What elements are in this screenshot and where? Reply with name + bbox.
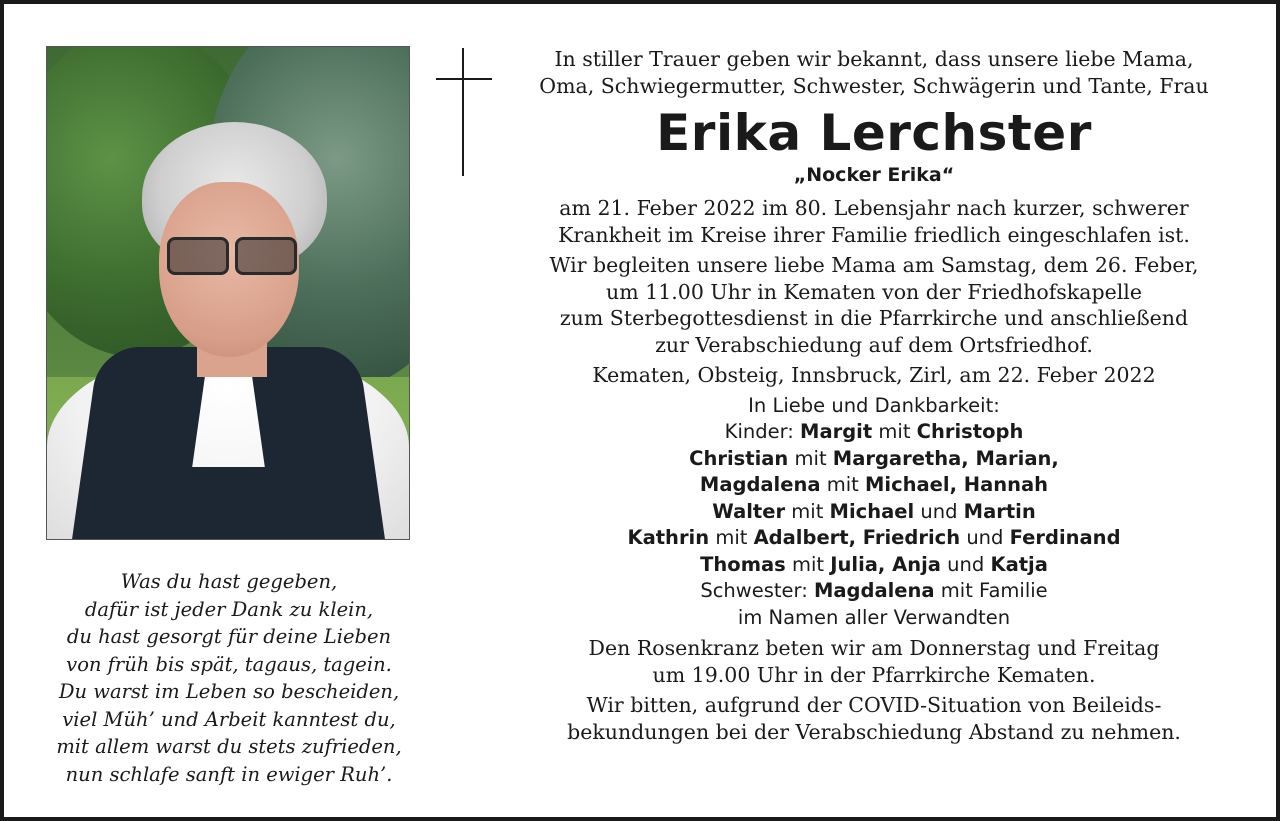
family-name: Michael, Hannah xyxy=(864,473,1049,496)
love-line: In Liebe und Dankbarkeit: xyxy=(748,393,1000,417)
poem-line: nun schlafe sanft in ewiger Ruh’. xyxy=(65,762,393,786)
family-row xyxy=(504,552,1244,579)
connector: mit xyxy=(878,420,911,443)
deceased-nickname: „Nocker Erika“ xyxy=(793,164,955,186)
memorial-poem xyxy=(34,568,424,788)
family-name: Magdalena xyxy=(813,579,935,602)
photo-vest-center xyxy=(157,467,307,540)
family-row xyxy=(504,578,1244,605)
family-name: Christian xyxy=(689,446,789,470)
connector: mit xyxy=(826,473,859,496)
poem-line: von früh bis spät, tagaus, tagein. xyxy=(66,652,392,676)
family-row xyxy=(504,472,1244,499)
connector: mit xyxy=(791,499,824,523)
place-date: Kematen, Obsteig, Innsbruck, Zirl, am 22. Feber 2022 xyxy=(592,363,1156,387)
connector: mit xyxy=(715,526,748,549)
family-name: Christoph xyxy=(916,420,1024,443)
poem-line: mit allem warst du stets zufrieden, xyxy=(56,735,402,758)
portrait-photo xyxy=(46,46,410,540)
family-name: Adalbert, Friedrich xyxy=(753,526,961,549)
connector: und xyxy=(920,499,958,523)
family-name: Katja xyxy=(990,552,1048,576)
rosary-line: Den Rosenkranz beten wir am Donnerstag und Freitag xyxy=(588,636,1160,660)
kinder-label: Kinder: xyxy=(724,420,794,443)
funeral-line: zur Verabschiedung auf dem Ortsfriedhof. xyxy=(655,332,1093,357)
funeral-line: zum Sterbegottesdienst in die Pfarrkirche und anschließend xyxy=(559,306,1189,330)
family-name: Kathrin xyxy=(627,526,710,549)
family-name: Julia, Anja xyxy=(830,552,941,576)
photo-glasses xyxy=(167,237,297,271)
connector: mit xyxy=(791,552,825,576)
connector: und xyxy=(966,526,1004,549)
funeral-line: um 11.00 Uhr in Kematen von der Friedhofskapelle xyxy=(606,279,1142,304)
poem-line: Du warst im Leben so bescheiden, xyxy=(58,680,400,703)
family-row xyxy=(504,499,1244,526)
covid-line: Wir bitten, aufgrund der COVID-Situation von Beileids- xyxy=(586,693,1162,717)
intro-line: Oma, Schwiegermutter, Schwester, Schwägerin und Tante, Frau xyxy=(539,73,1209,98)
relatives-line: im Namen aller Verwandten xyxy=(737,605,1011,629)
death-notice-line: am 21. Feber 2022 im 80. Lebensjahr nach kurzer, schwerer xyxy=(559,196,1189,220)
family-row xyxy=(504,525,1244,552)
poem-line: dafür ist jeder Dank zu klein, xyxy=(84,597,374,621)
family-name: Margaretha, Marian, xyxy=(832,446,1059,470)
deceased-name: Erika Lerchster xyxy=(656,104,1092,162)
intro-line: In stiller Trauer geben wir bekannt, dass unsere liebe Mama, xyxy=(554,47,1194,71)
family-name: Margit xyxy=(800,420,873,443)
latin-cross-icon xyxy=(436,48,492,178)
death-notice-line: Krankheit im Kreise ihrer Familie friedlich eingeschlafen ist. xyxy=(558,222,1190,247)
poem-line: Was du hast gegeben, xyxy=(120,570,338,593)
connector: und xyxy=(947,552,985,576)
family-name: Magdalena xyxy=(699,473,821,496)
poem-line: du hast gesorgt für deine Lieben xyxy=(66,625,392,648)
connector: mit Familie xyxy=(940,579,1048,602)
covid-line: bekundungen bei der Verabschiedung Abstand zu nehmen. xyxy=(567,719,1181,744)
family-name: Thomas xyxy=(700,552,786,576)
family-name: Ferdinand xyxy=(1009,526,1121,549)
family-name: Martin xyxy=(963,499,1036,523)
funeral-line: Wir begleiten unsere liebe Mama am Samstag, dem 26. Feber, xyxy=(549,253,1199,277)
sister-label: Schwester: xyxy=(700,579,808,602)
family-row xyxy=(504,419,1244,446)
family-name: Michael xyxy=(829,499,915,523)
connector: mit xyxy=(794,446,827,470)
family-name: Walter xyxy=(712,499,786,523)
obituary-text xyxy=(504,46,1244,745)
family-row xyxy=(504,446,1244,473)
poem-line: viel Müh’ und Arbeit kanntest du, xyxy=(62,707,396,731)
rosary-line: um 19.00 Uhr in der Pfarrkirche Kematen. xyxy=(652,662,1096,687)
